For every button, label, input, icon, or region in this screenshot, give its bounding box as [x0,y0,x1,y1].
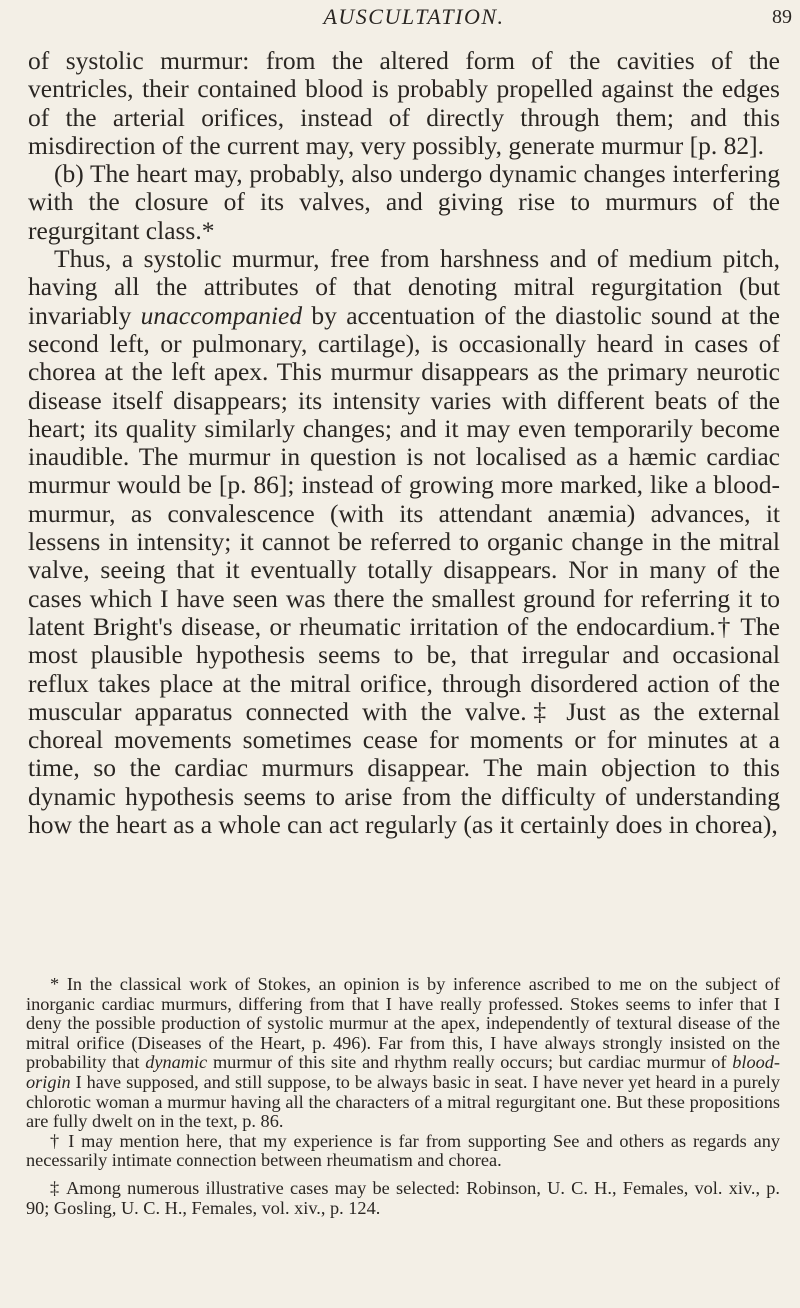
footnote-3-text: ‡ Among numerous illustrative cases may be selected: Robinson, U. C. H., Females, vol. xiv., p. 90; Gosling, U. C. H., Females, vol. xiv., p. 124. [26,1177,780,1218]
page-number: 89 [772,6,792,28]
paragraph-3-emphasis: unaccompanied [140,300,303,330]
footnote-1-text-a: * In the classical work of Stokes, an opinion is by inference ascribed to me on the subject of inorganic cardiac murmurs, differing from that I have really professed. Stokes seems to infer that I deny the possible production of systolic murmur at the apex, independently of textural disease of the mitral orifice (Diseases of the Heart, p. 496). Far from this, I have always strongly insisted on the probability that [26,974,780,1073]
paragraph-2-text: (b) The heart may, probably, also undergo dynamic changes interfering with the closure of its valves, and giving rise to murmurs of the regurgitant class.* [28,159,780,245]
paragraph-3-text-end: by accentuation of the diastolic sound at the second left, or pulmonary, cartilage), is occasionally heard in cases of chorea at the left apex. This murmur disappears as the primary neurotic disease itself disappears; its intensity varies with different beats of the heart; its quality similarly changes; and it may even temporarily become inaudible. The murmur in question is not localised as a hæmic cardiac murmur would be [p. 86]; instead of growing more marked, like a blood-murmur, as convalescence (with its attendant anæmia) advances, it lessens in intensity; it cannot be referred to organic change in the mitral valve, seeing that it eventually totally disappears. Nor in many of the cases which I have seen was there the smallest ground for referring it to latent Bright's disease, or rheumatic irritation of the endocardium.† The most plausible hypothesis seems to be, that irregular and occasional reflux takes place at the mitral orifice, through disordered action of the muscular apparatus connected with the valve.‡ Just as the external choreal movements sometimes cease for moments or for minutes at a time, so the cardiac murmurs disappear. The main objection to this dynamic hypothesis seems to arise from the difficulty of understanding how the heart as a whole can act regularly (as it certainly does in chorea), [28,300,780,840]
paragraph-1-text: of systolic murmur: from the altered form of the cavities of the ventricles, their contained blood is probably propelled against the edges of the arterial orifices, instead of directly through them; and this misdirection of the current may, very possibly, generate murmur [p. 82]. [28,46,780,160]
footnotes [26,975,780,1218]
footnote-1-text-c: I have supposed, and still suppose, to be always basic in seat. I have never yet heard in a purely chlorotic woman a murmur having all the characters of a mitral regurgitant one. But these propositions are fully dwelt on in the text, p. 86. [26,1071,780,1132]
footnote-2-text: † I may mention here, that my experience is far from supporting See and others as regards any necessarily intimate connection between rheumatism and chorea. [26,1130,780,1171]
footnote-1-emphasis-1: dynamic [145,1052,208,1073]
paragraph-2 [28,160,780,245]
footnote-3 [26,1179,780,1218]
footnote-1-text-b: murmur of this site and rhythm really occurs; but cardiac murmur of [207,1052,733,1073]
paragraph-3 [28,245,780,839]
main-text [28,47,780,839]
footnote-1 [26,975,780,1132]
paragraph-3-text-start: Thus, a systolic murmur, free from harshness and of medium pitch, having all the attributes of that denoting mitral regurgitation (but invariably [28,244,780,330]
paragraph-1 [28,47,780,160]
footnote-2 [26,1132,780,1171]
running-title: AUSCULTATION. [323,4,505,29]
footnote-1-emphasis-2: blood-origin [26,1052,781,1092]
page-header [28,0,800,38]
